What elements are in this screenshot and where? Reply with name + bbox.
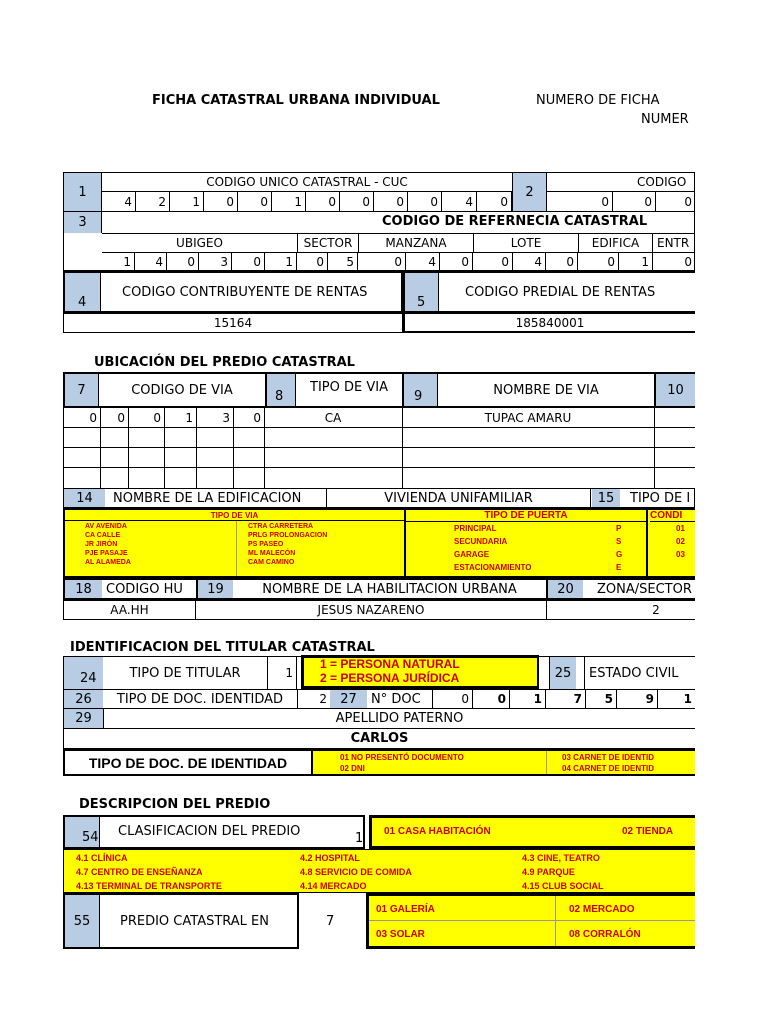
ref-col-manzana: MANZANA: [358, 233, 473, 252]
tipo-via-value[interactable]: CA: [324, 410, 342, 425]
rule: [369, 920, 695, 921]
ref-digit: 1: [102, 252, 135, 271]
legend-puerta-row: [454, 522, 644, 535]
predio-en-option: 02 MERCADO: [569, 904, 635, 915]
legend-via-item: AL ALAMEDA: [85, 559, 131, 566]
legend-puerta-list: [454, 522, 644, 574]
predio-en-option: 08 CORRALÓN: [569, 929, 641, 940]
legend-via-item: CTRA CARRETERA: [248, 523, 314, 530]
legend-via-right: [248, 522, 403, 567]
cuc-digit: 0: [340, 192, 374, 211]
via-digit: 0: [117, 410, 125, 425]
legend-via-item: PRLG PROLONGACION: [248, 532, 328, 539]
legend-puerta-name: GARAGE: [454, 550, 490, 559]
descripcion-title: DESCRIPCION DEL PREDIO: [79, 797, 271, 812]
field-number-55: 55: [65, 895, 100, 947]
ref-digit: 0: [358, 252, 406, 271]
rentas-4-value[interactable]: 15164: [63, 313, 403, 333]
rule: [555, 896, 556, 946]
cuc-digit: 4: [442, 192, 477, 211]
ref-digit: 0: [546, 252, 578, 271]
ref-col-entrada: ENTR: [652, 233, 695, 252]
doc-legend-b: [562, 752, 695, 774]
ref-digit: 0: [473, 252, 513, 271]
tipo-titular-value[interactable]: 1: [267, 657, 297, 689]
field-number-1: 1: [63, 172, 102, 212]
uso-item: 4.13 TERMINAL DE TRANSPORTE: [76, 881, 222, 891]
cuc-digit: 0: [238, 192, 272, 211]
codigo-label-cell: [547, 172, 695, 192]
legend-puerta-name: PRINCIPAL: [454, 524, 497, 533]
via-digit: 3: [222, 410, 230, 425]
legend-via-item: AV AVENIDA: [85, 523, 127, 530]
ndoc-label: N° DOC: [371, 691, 421, 707]
ref-col-edifica: EDIFICA: [578, 233, 652, 252]
legend-puerta-row: [454, 561, 644, 574]
ref-digit: 0: [297, 252, 328, 271]
rentas-5-label: CODIGO PREDIAL DE RENTAS: [465, 285, 656, 300]
codigo-digit: 0: [684, 194, 692, 209]
form-title: FICHA CATASTRAL URBANA INDIVIDUAL: [152, 93, 440, 108]
codigo-hu-value[interactable]: AA.HH: [63, 600, 196, 620]
legend-puerta-name: ESTACIONAMIENTO: [454, 563, 532, 572]
cuc-digit: 0: [306, 192, 340, 211]
ref-digit: 0: [684, 254, 692, 269]
ref-digit: 4: [513, 252, 546, 271]
rule: [646, 510, 648, 576]
field-number-8: 8: [275, 389, 284, 404]
ref-digit: 0: [167, 252, 199, 271]
tipo-titular-option: 2 = PERSONA JURÍDICA: [320, 671, 460, 685]
codigo-digit: 0: [613, 192, 656, 211]
edificacion-label: NOMBRE DE LA EDIFICACION: [113, 490, 302, 506]
legend-puerta-code: G: [616, 550, 623, 559]
cuc-label: CODIGO UNICO CATASTRAL - CUC: [102, 172, 512, 192]
tipo-titular-option: 1 = PERSONA NATURAL: [320, 657, 460, 671]
nombre-via-label: NOMBRE DE VIA: [493, 382, 599, 398]
ref-digit: 1: [619, 252, 653, 271]
field-number-27: 27: [330, 690, 367, 708]
field-number-2: 2: [512, 172, 547, 212]
clasificacion-option-b: 02 TIENDA: [622, 826, 674, 837]
uso-item: 4.3 CINE, TEATRO: [522, 853, 600, 863]
field-number-10: 10: [654, 374, 695, 406]
field-number-19: 19: [196, 580, 233, 598]
tipo-titular-label: TIPO DE TITULAR: [129, 665, 241, 681]
field-number-25: 25: [549, 657, 576, 689]
doc-legend-option: 03 CARNET DE IDENTID: [562, 753, 655, 762]
doc-legend-option: 04 CARNET DE IDENTID: [562, 764, 655, 773]
rentas-4-label: CODIGO CONTRIBUYENTE DE RENTAS: [122, 285, 368, 300]
tipo-via-label: TIPO DE VIA: [310, 379, 388, 395]
rule: [236, 521, 237, 576]
rentas-5-value[interactable]: 185840001: [403, 312, 695, 333]
ubicacion-rows: [63, 408, 695, 488]
ndoc-digit: 7: [546, 690, 586, 708]
numero-ficha-label: NUMERO DE FICHA: [536, 93, 660, 108]
predio-en-value[interactable]: 7: [326, 914, 335, 929]
uso-item: 4.9 PARQUE: [522, 867, 575, 877]
uso-list-col-1: [76, 851, 296, 893]
legend-condicion-codes: [676, 522, 695, 561]
ndoc-digit: 1: [683, 692, 692, 706]
nombre-via-value[interactable]: TUPAC AMARU: [484, 410, 572, 425]
legend-condicion-title: CONDI: [650, 510, 695, 522]
codigo-via-label: CODIGO DE VIA: [131, 382, 233, 398]
cuc-digit: 0: [408, 192, 442, 211]
cuc-digit: 0: [477, 192, 512, 211]
ref-digit: 0: [440, 252, 473, 271]
codigo-digit: 0: [547, 192, 613, 211]
uso-item: 4.2 HOSPITAL: [300, 853, 360, 863]
edificacion-value[interactable]: VIVIENDA UNIFAMILIAR: [326, 489, 591, 507]
doc-legend-label: TIPO DE DOC. DE IDENTIDAD: [88, 754, 288, 771]
cuc-digit: 0: [374, 192, 408, 211]
titular-title: IDENTIFICACION DEL TITULAR CATASTRAL: [70, 640, 375, 655]
tipo-doc-value[interactable]: 2: [297, 690, 330, 708]
doc-legend-option: 02 DNI: [340, 764, 365, 773]
cuc-digit: 2: [136, 192, 170, 211]
codigo-hu-label: CODIGO HU: [106, 581, 183, 597]
ref-digits: [102, 252, 695, 271]
clasificacion-option-a: 01 CASA HABITACIÓN: [384, 826, 491, 837]
ndoc-digit: 5: [586, 690, 617, 708]
ref-title: CODIGO DE REFERNECIA CATASTRAL: [382, 214, 648, 229]
predio-en-option: 03 SOLAR: [376, 929, 425, 940]
clasificacion-label: CLASIFICACION DEL PREDIO: [118, 824, 301, 839]
field-number-26: 26: [64, 690, 103, 708]
cuc-digit: 4: [102, 192, 136, 211]
ref-digit: 3: [199, 252, 232, 271]
via-digit: 0: [253, 410, 261, 425]
uso-item: 4.1 CLÍNICA: [76, 853, 128, 863]
field-number-24: 24: [80, 671, 97, 686]
habilitacion-value[interactable]: JESUS NAZARENO: [196, 600, 547, 620]
ndoc-digit: 0: [473, 690, 510, 708]
field-number-20: 20: [546, 580, 583, 598]
predio-en-options: [366, 893, 695, 949]
cuc-digit: 1: [272, 192, 306, 211]
titular-nombre-value[interactable]: CARLOS: [63, 729, 695, 749]
field-number-29: 29: [64, 709, 103, 728]
field-number-9: 9: [414, 389, 423, 404]
tipo-doc-label: TIPO DE DOC. IDENTIDAD: [116, 691, 284, 707]
legend-puerta-code: E: [616, 563, 622, 572]
doc-legend-a: [340, 752, 540, 774]
rule: [63, 427, 695, 428]
legend-puerta-code: P: [616, 524, 622, 533]
numero-cut-label: NUMER: [641, 112, 689, 127]
via-digit: 0: [89, 410, 97, 425]
ref-col-ubigeo: UBIGEO: [176, 235, 223, 250]
legend-via-title: TIPO DE VIA: [65, 510, 404, 521]
clasificacion-value[interactable]: 1: [355, 831, 364, 846]
via-digit: 1: [185, 410, 193, 425]
ndoc-digit: 1: [510, 690, 546, 708]
ref-digit: 4: [135, 252, 167, 271]
predio-en-option: 01 GALERÍA: [376, 904, 435, 915]
ref-col-sector: SECTOR: [297, 233, 358, 252]
cuc-digits: [102, 192, 512, 212]
uso-list-col-2: [300, 851, 515, 893]
uso-item: 4.8 SERVICIO DE COMIDA: [300, 867, 412, 877]
habilitacion-label: NOMBRE DE LA HABILITACION URBANA: [262, 581, 517, 597]
ref-digit: 1: [265, 252, 297, 271]
legend-condicion-code: 01: [676, 524, 685, 533]
zona-sector-value[interactable]: 2: [547, 600, 695, 620]
field-number-14: 14: [64, 489, 105, 507]
ref-digit: 4: [406, 252, 440, 271]
legend-puerta-row: [454, 535, 644, 548]
cuc-digit: 1: [170, 192, 204, 211]
rule: [63, 447, 695, 448]
apellido-paterno-label: APELLIDO PATERNO: [103, 709, 695, 728]
legend-via-item: PS PASEO: [248, 541, 284, 548]
ubicacion-title: UBICACIÓN DEL PREDIO CATASTRAL: [94, 355, 355, 370]
ref-digit: 0: [232, 252, 265, 271]
legend-via-item: CAM CAMINO: [248, 559, 295, 566]
via-digit: 0: [153, 410, 161, 425]
legend-puerta-name: SECUNDARIA: [454, 537, 508, 546]
uso-item: 4.15 CLUB SOCIAL: [522, 881, 604, 891]
ndoc-digit: 0: [432, 690, 473, 708]
field-number-7: 7: [65, 374, 99, 406]
field-number-3: 3: [63, 212, 102, 233]
codigo-label: CODIGO: [637, 175, 687, 189]
ref-digit: 5: [328, 252, 358, 271]
field-number-18: 18: [65, 580, 102, 598]
tipo-titular-options-text: [320, 657, 530, 685]
rule: [546, 751, 547, 774]
cuc-digit: 0: [204, 192, 238, 211]
legend-via-item: PJE PASAJE: [85, 550, 128, 557]
legend-condicion-code: 03: [676, 550, 685, 559]
legend-puerta-code: S: [616, 537, 622, 546]
ndoc-digits: [432, 690, 695, 708]
zona-sector-label: ZONA/SECTOR: [597, 581, 692, 597]
legend-via-left: [85, 522, 235, 567]
tipo-i-label: TIPO DE I: [630, 490, 691, 506]
doc-legend-option: 01 NO PRESENTÓ DOCUMENTO: [340, 753, 464, 762]
predio-en-label: PREDIO CATASTRAL EN: [120, 914, 269, 929]
field-number-15: 15: [592, 489, 620, 507]
rule: [63, 467, 695, 468]
legend-puerta-row: [454, 548, 644, 561]
uso-item: 4.14 MERCADO: [300, 881, 367, 891]
estado-civil-label: ESTADO CIVIL: [584, 657, 695, 689]
legend-via-item: JR JIRÓN: [85, 541, 118, 548]
field-number-54: 54: [82, 830, 99, 845]
uso-list-col-3: [522, 851, 695, 893]
legend-puerta-title: TIPO DE PUERTA: [406, 510, 646, 522]
ndoc-digit: 9: [617, 690, 658, 708]
ref-digit: 0: [578, 252, 619, 271]
field-number-5: 5: [417, 295, 426, 310]
legend-via-item: ML MALECÓN: [248, 550, 296, 557]
rule: [654, 408, 655, 488]
ref-col-lote: LOTE: [473, 233, 578, 252]
field-number-4: 4: [78, 295, 87, 310]
uso-item: 4.7 CENTRO DE ENSEÑANZA: [76, 867, 203, 877]
legend-condicion-code: 02: [676, 537, 685, 546]
legend-via-item: CA CALLE: [85, 532, 121, 539]
